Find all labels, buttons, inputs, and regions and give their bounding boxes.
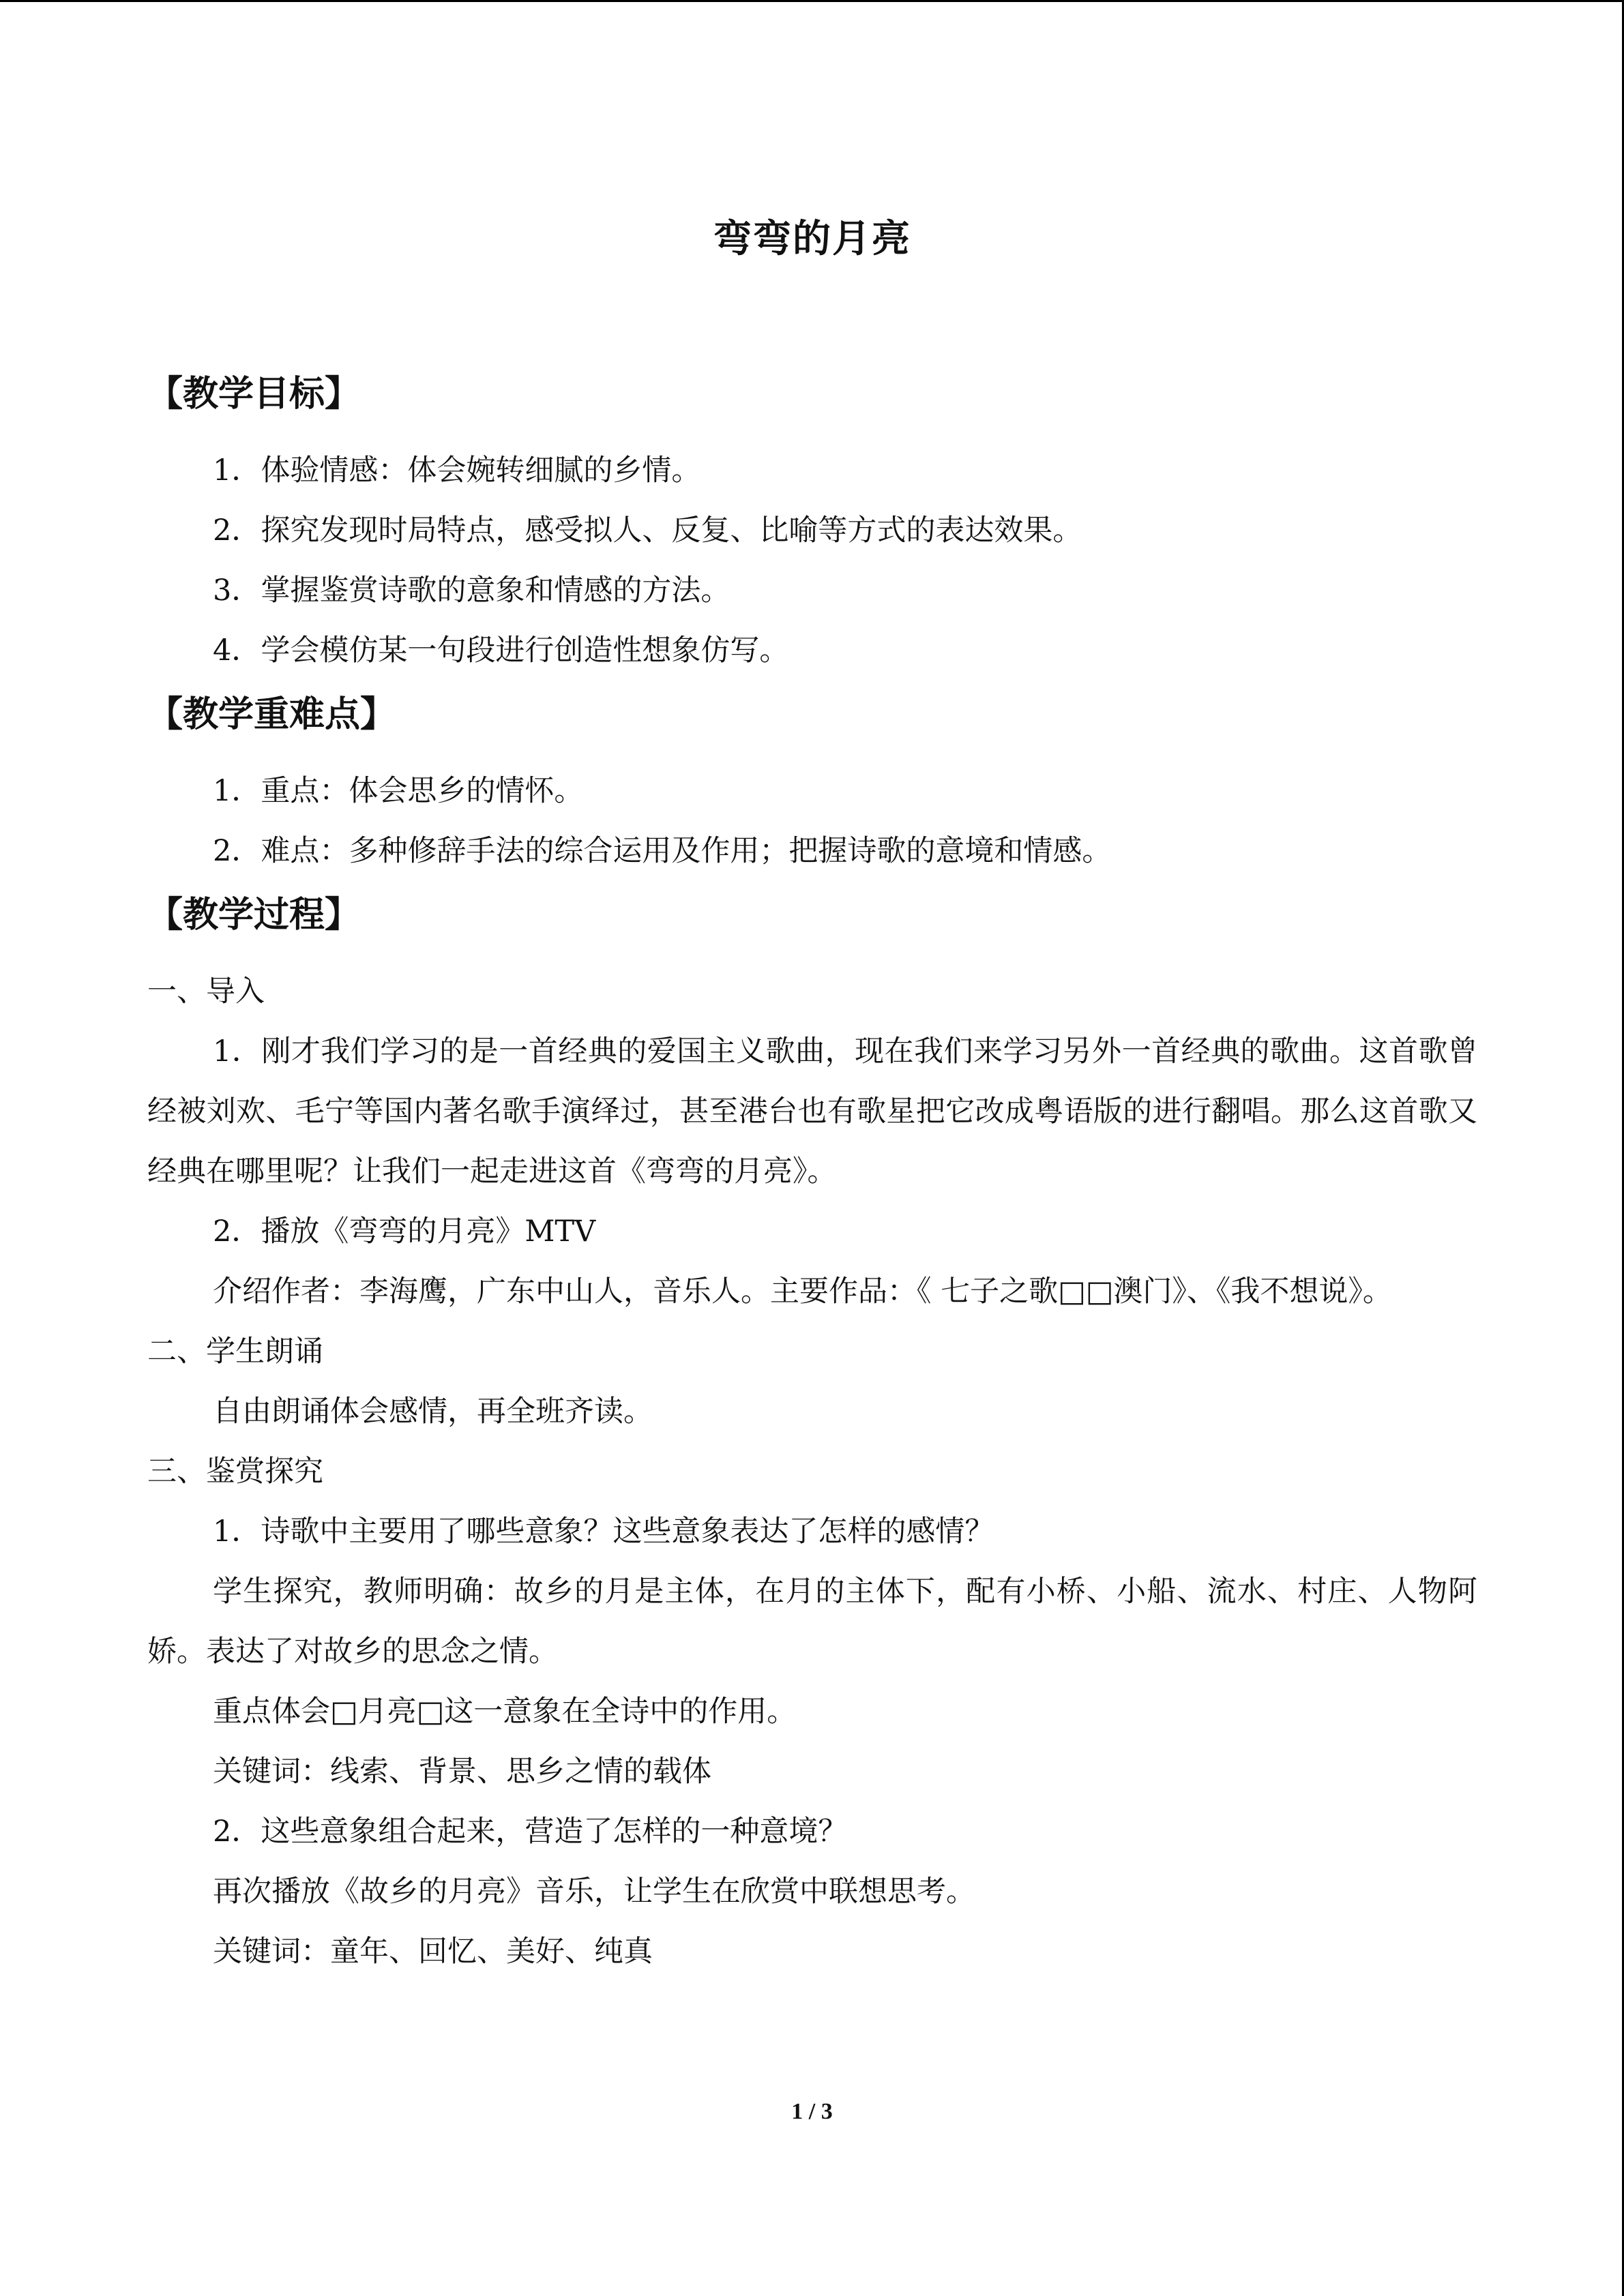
- section-paragraph: 1．刚才我们学习的是一首经典的爱国主义歌曲，现在我们来学习另外一首经典的歌曲。这首歌曾经被刘欢、毛宁等国内著名歌手演绎过，甚至港台也有歌星把它改成粤语版的进行翻唱。那么这首歌又经典在哪里呢？让我们一起走进这首《弯弯的月亮》。: [147, 1034, 1477, 1189]
- process-heading: 【教学过程】: [147, 894, 361, 936]
- objective-item: 2．探究发现时局特点，感受拟人、反复、比喻等方式的表达效果。: [213, 513, 1082, 548]
- document-page: [147, 198, 1477, 1982]
- section-title-appreciation: 三、鉴赏探究: [147, 1455, 323, 1489]
- section-paragraph: 1．诗歌中主要用了哪些意象？这些意象表达了怎样的感情？: [213, 1515, 994, 1549]
- section-paragraph: 介绍作者：李海鹰，广东中山人，音乐人。主要作品：《 七子之歌□□澳门》、《我不想说》。: [213, 1274, 1392, 1309]
- section-title-recitation: 二、学生朗诵: [147, 1335, 323, 1369]
- page-number: 1 / 3: [791, 2099, 833, 2124]
- objective-item: 3．掌握鉴赏诗歌的意象和情感的方法。: [213, 573, 730, 608]
- section-paragraph: 2．播放《弯弯的月亮》MTV: [213, 1214, 596, 1249]
- section-paragraph: 关键词：童年、回忆、美好、纯真: [213, 1935, 653, 1969]
- objective-item: 1．体验情感：体会婉转细腻的乡情。: [213, 453, 701, 488]
- objective-item: 4．学会模仿某一句段进行创造性想象仿写。: [213, 633, 789, 668]
- section-paragraph: 学生探究，教师明确：故乡的月是主体，在月的主体下，配有小桥、小船、流水、村庄、人物阿娇。表达了对故乡的思念之情。: [147, 1575, 1477, 1669]
- section-paragraph: 2．这些意象组合起来，营造了怎样的一种意境？: [213, 1815, 848, 1849]
- key-point-item: 2．难点：多种修辞手法的综合运用及作用；把握诗歌的意境和情感。: [213, 834, 1112, 868]
- section-paragraph: 关键词：线索、背景、思乡之情的载体: [213, 1755, 711, 1789]
- objectives-heading: 【教学目标】: [147, 373, 361, 415]
- section-paragraph: 再次播放《故乡的月亮》音乐，让学生在欣赏中联想思考。: [213, 1875, 975, 1909]
- section-paragraph: 自由朗诵体会感情，再全班齐读。: [213, 1395, 653, 1429]
- document-title: 弯弯的月亮: [713, 216, 911, 261]
- page-border-top: [0, 0, 1624, 2]
- key-points-heading: 【教学重难点】: [147, 694, 396, 735]
- key-point-item: 1．重点：体会思乡的情怀。: [213, 774, 584, 808]
- section-title-intro: 一、导入: [147, 974, 265, 1009]
- section-paragraph: 重点体会□月亮□这一意象在全诗中的作用。: [213, 1695, 797, 1729]
